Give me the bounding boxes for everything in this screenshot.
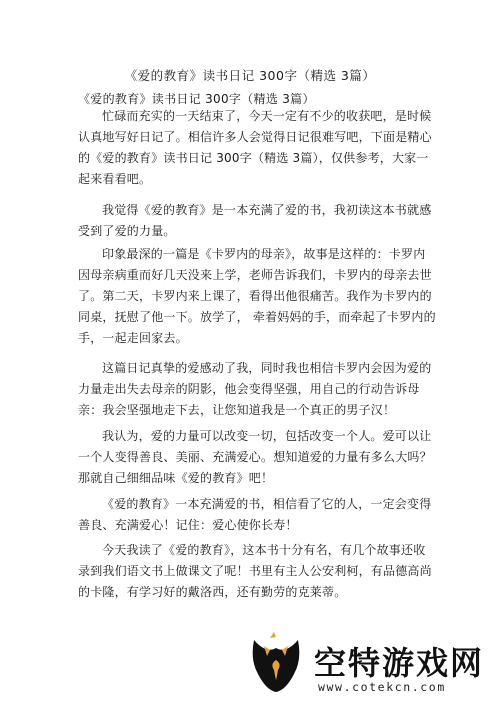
paragraph-line: 亲：我会坚强地走下去，让您知道我是一个真正的男子汉！ bbox=[78, 403, 396, 417]
paragraph-karone-mother bbox=[78, 244, 438, 349]
paragraph-line: 我觉得《爱的教育》是一本充满了爱的书，我初读这本书就感 bbox=[102, 203, 432, 217]
paragraph-line: 一个人变得善良、美丽、充满爱心。想知道爱的力量有多么大吗？ bbox=[78, 450, 432, 464]
site-logo-icon bbox=[240, 630, 312, 702]
site-url: www.cotekcn.com bbox=[318, 680, 446, 694]
site-watermark bbox=[240, 628, 500, 708]
paragraph-line: 善良、充满爱心！记住：爱心使你长寿！ bbox=[78, 518, 298, 532]
paragraph-line: 那就自己细细品味《爱的教育》吧！ bbox=[78, 471, 274, 485]
paragraph-line: 我认为，爱的力量可以改变一切，包括改变一个人。爱可以让 bbox=[102, 429, 432, 443]
paragraph-line: 力量走出失去母亲的阴影，他会变得坚强，用自己的行动告诉母 bbox=[78, 382, 420, 396]
paragraph-intro bbox=[78, 106, 438, 190]
site-name: 空特游戏网 bbox=[314, 644, 485, 682]
paragraph-line: 的卡隆，有学习好的戴洛西，还有勤劳的克莱蒂。 bbox=[78, 585, 347, 599]
paragraph-line: 《爱的教育》一本充满爱的书，相信看了它的人，一定会变得 bbox=[102, 497, 432, 511]
paragraph-line: 因母亲病重而好几天没来上学，老师告诉我们，卡罗内的母亲去世 bbox=[78, 268, 432, 282]
paragraph-line: 手，一起走回家去。 bbox=[78, 331, 188, 345]
document-title: 《爱的教育》读书日记 300字（精选 3篇） bbox=[124, 68, 376, 83]
paragraph-line: 起来看看吧。 bbox=[78, 172, 152, 186]
document-subtitle: 《爱的教育》读书日记 300字（精选 3篇） bbox=[78, 92, 315, 106]
paragraph-line: 受到了爱的力量。 bbox=[78, 224, 176, 238]
paragraph-line: 录到我们语文书上做课文了呢！书里有主人公安利柯，有品德高尚 bbox=[78, 564, 432, 578]
paragraph-line: 的《爱的教育》读书日记 300字（精选 3篇），仅供参考，大家一 bbox=[78, 151, 429, 165]
paragraph-line: 了。第二天，卡罗内来上课了，看得出他很痛苦。我作为卡罗内的 bbox=[78, 289, 432, 303]
paragraph-line: 同桌，抚慰了他一下。放学了， 牵着妈妈的手，而牵起了卡罗内的 bbox=[78, 310, 436, 324]
paragraph-line: 忙碌而充实的一天结束了，今天一定有不少的收获吧，是时候 bbox=[102, 109, 432, 123]
paragraph-book-full-of-love bbox=[78, 494, 438, 536]
paragraph-characters bbox=[78, 540, 438, 603]
paragraph-line: 今天我读了《爱的教育》，这本书十分有名，有几个故事还收 bbox=[102, 543, 426, 557]
paragraph-power-of-love bbox=[78, 200, 438, 242]
paragraph-moved bbox=[78, 358, 438, 421]
paragraph-line: 认真地写好日记了。相信许多人会觉得日记很难写吧，下面是精心 bbox=[78, 130, 432, 144]
paragraph-line: 印象最深的一篇是《卡罗内的母亲》，故事是这样的：卡罗内 bbox=[102, 247, 426, 261]
paragraph-change-everything bbox=[78, 426, 438, 489]
paragraph-line: 这篇日记真挚的爱感动了我，同时我也相信卡罗内会因为爱的 bbox=[102, 361, 432, 375]
